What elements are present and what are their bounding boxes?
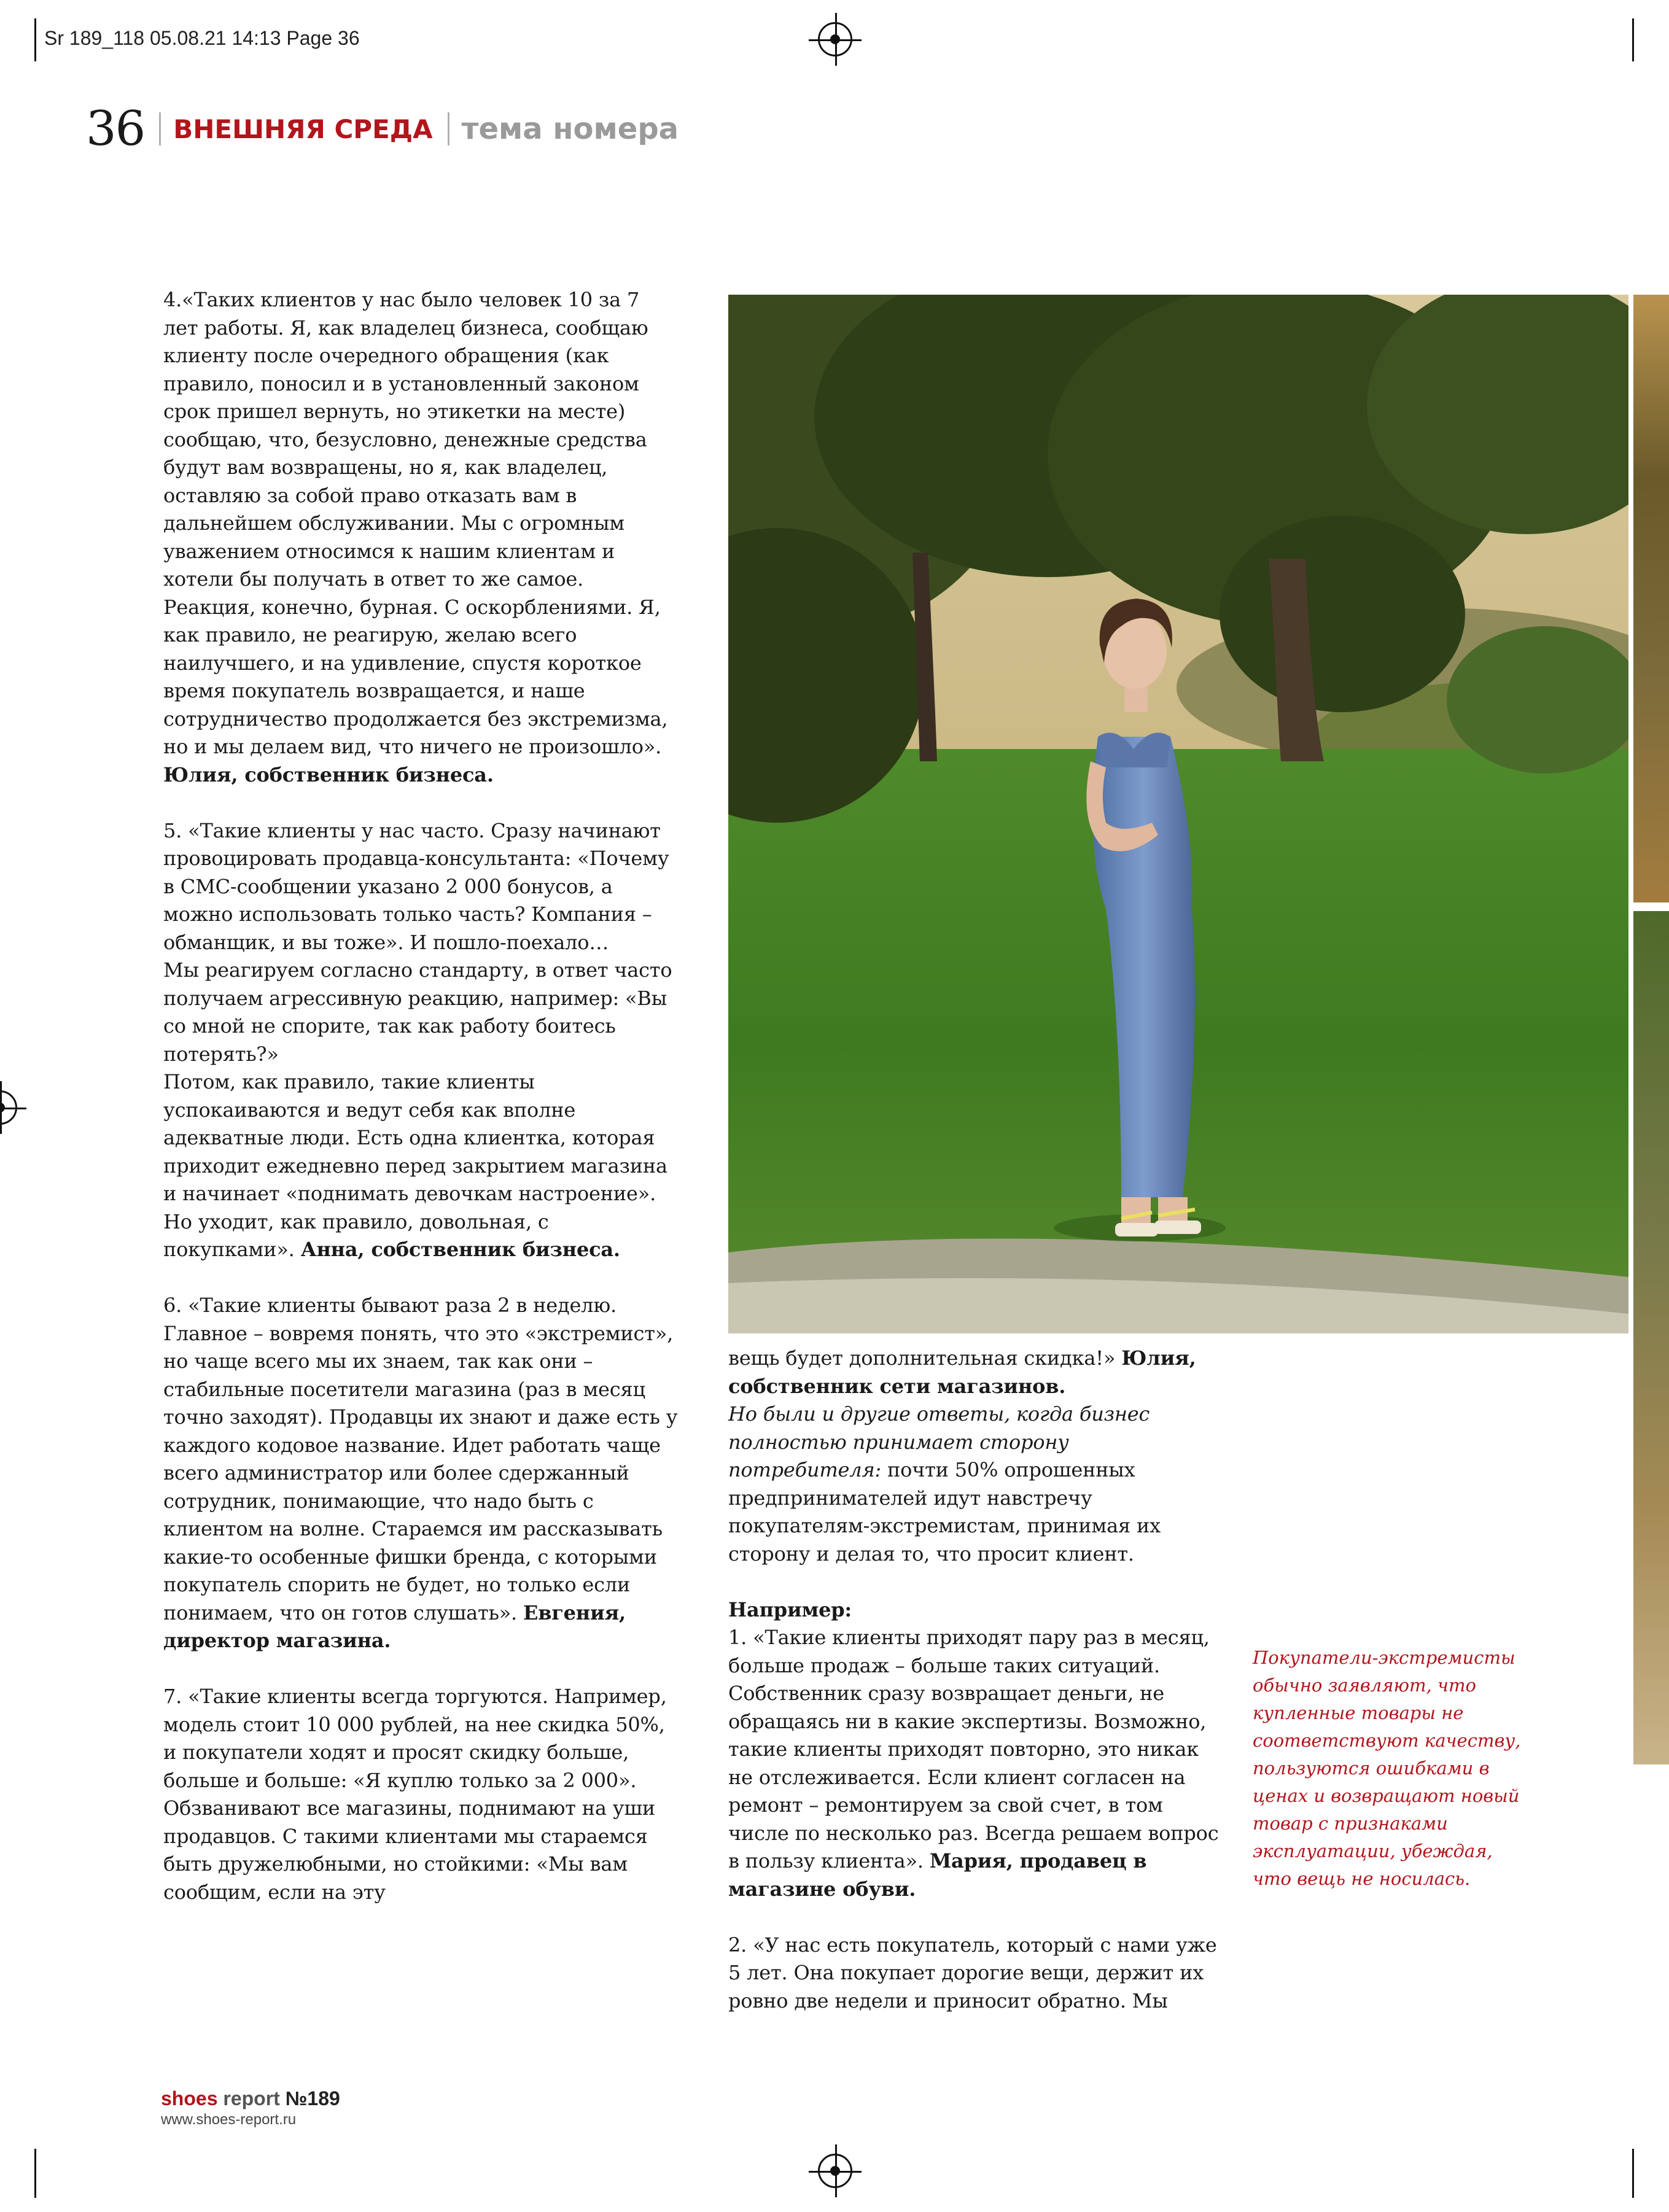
paragraph: Мы реагируем согласно стандарту, в ответ часто получаем агрессивную реакцию, например: «Вы со мной не спорите, так как работу боитесь потерять?» [163, 958, 672, 1066]
paragraph-text: Потом, как правило, такие клиенты успокаиваются и ведут себя как вполне адекватные люди. Есть одна клиентка, которая приходит ежедневно перед закрытием магазина и начинает «поднимать девочкам настроение». Но уходит, как правило, довольная, с покупками». [163, 1070, 667, 1261]
brand-shoes: shoes [161, 2087, 218, 2109]
italic-lead: Но были и другие ответы, когда бизнес полностью принимает сторону потребителя: [728, 1402, 1150, 1481]
printer-slug: Sr 189_118 05.08.21 14:13 Page 36 [44, 27, 360, 49]
paragraph [728, 1624, 1226, 1903]
magazine-brand [161, 2087, 340, 2110]
paragraph: 7. «Такие клиенты всегда торгуются. Например, модель стоит 10 000 рублей, на нее скидка 50%, и покупатели ходят и просят скидку больше, больше и больше: «Я куплю только за 2 000». Обзванивают все магазины, поднимают на уши продавцов. С такими клиентами мы стараемся быть дружелюбными, но стойкими: «Мы вам сообщим, если на эту [163, 1685, 667, 1904]
quote-author: Юлия, собственник сети магазинов. [728, 1346, 1196, 1398]
subheading-text: Например: [728, 1597, 852, 1621]
paragraph [728, 1345, 1226, 1400]
paragraph: 2. «У нас есть покупатель, который с нами уже 5 лет. Она покупает дорогие вещи, держит их ровно две недели и приносит обратно. Мы [728, 1933, 1217, 2012]
paragraph-text: Реакция, конечно, бурная. С оскорблениями. Я, как правило, не реагирую, желаю всего наилучшего, и на удивление, спустя короткое время покупатель возвращается, и наше сотрудничество продолжается без экстремизма, но и мы делаем вид, что ничего не произошло». [163, 595, 668, 758]
crop-mark-top-left [34, 18, 36, 61]
quote-author: Юлия, собственник бизнеса. [163, 763, 494, 786]
paragraph: 5. «Такие клиенты у нас часто. Сразу начинают провоцировать продавца-консультанта: «Почему в СМС-сообщении указано 2 000 бонусов, а можно использовать только часть? Компания – обманщик, и вы тоже». И пошло-поехало… [163, 818, 669, 954]
registration-mark-top-icon [818, 22, 852, 56]
sidebar-note: Покупатели-экстремисты обычно заявляют, что купленные товары не соответствуют качеству, пользуются ошибками в ценах и возвращают новый товар с признаками эксплуатации, убеждая, что вещь не носилась. [1253, 1647, 1521, 1889]
paragraph [163, 1292, 678, 1655]
paragraph: 4.«Таких клиентов у нас было человек 10 за 7 лет работы. Я, как владелец бизнеса, сообщаю клиенту после очередного обращения (как правило, поносил и в установленный законом срок пришел вернуть, но этикетки на месте) сообщаю, что, безусловно, денежные средства будут вам возвращены, но я, как владелец, оставляю за собой право отказать вам в дальнейшем обслуживании. Мы с огромным уважением относимся к нашим клиентам и хотели бы получать в ответ то же самое. [163, 288, 648, 591]
registration-mark-bottom-icon [818, 2154, 852, 2188]
website-url: www.shoes-report.ru [161, 2111, 297, 2128]
quote-author: Анна, собственник бизнеса. [300, 1238, 620, 1261]
paragraph [728, 1400, 1226, 1568]
next-page-edge-bottom [1633, 911, 1669, 1764]
topic-title: тема номера [461, 112, 679, 146]
paragraph-text: вещь будет дополнительная скидка!» [728, 1346, 1116, 1370]
header-divider [159, 112, 161, 146]
quote-author: Мария, продавец в магазине обуви. [728, 1849, 1147, 1901]
header-divider [448, 112, 449, 146]
paragraph [163, 594, 678, 790]
paragraph-text: почти 50% опрошенных предпринимателей идут навстречу покупателям-экстремистам, принимая их сторону и делая то, что просит клиент. [728, 1458, 1161, 1566]
fashion-photo [728, 295, 1628, 1333]
footer [161, 2087, 340, 2129]
subheading [728, 1596, 1226, 1624]
paragraph [163, 1068, 678, 1264]
issue-number: №189 [285, 2087, 340, 2109]
page-number: 36 [86, 101, 145, 157]
text-column-left [163, 286, 678, 1906]
crop-mark-top-right [1632, 18, 1634, 61]
section-title: ВНЕШНЯЯ СРЕДА [173, 114, 433, 144]
crop-mark-bottom-left [34, 2149, 36, 2198]
crop-mark-bottom-right [1632, 2149, 1634, 2198]
brand-report: report [223, 2087, 280, 2109]
text-column-middle [728, 1345, 1226, 2015]
next-page-edge-top [1633, 295, 1669, 902]
paragraph-text: 6. «Такие клиенты бывают раза 2 в неделю. Главное – вовремя понять, что это «экстремист», но чаще всего мы их знаем, так как они –стабильные посетители магазина (раз в месяц точно заходят). Продавцы их знают и даже есть у каждого кодовое название. Идет работать чаще всего администратор или более сдержанный сотрудник, понимающие, что надо быть с клиентом на волне. Стараемся им рассказывать какие-то особенные фишки бренда, с которыми покупатель спорить не будет, но только если понимаем, что он готов слушать». [163, 1294, 678, 1624]
quote-author: Евгения, директор магазина. [163, 1601, 626, 1652]
registration-mark-left-icon [0, 1090, 17, 1125]
running-header [86, 101, 679, 157]
paragraph-text: 1. «Такие клиенты приходят пару раз в месяц, больше продаж – больше таких ситуаций. Собственник сразу возвращает деньги, не обращаясь ни в какие экспертизы. Возможно, такие клиенты приходят повторно, это никак не отслеживается. Если клиент согласен на ремонт – ремонтируем за свой счет, в том числе по несколько раз. Всегда решаем вопрос в пользу клиента». [728, 1626, 1219, 1872]
